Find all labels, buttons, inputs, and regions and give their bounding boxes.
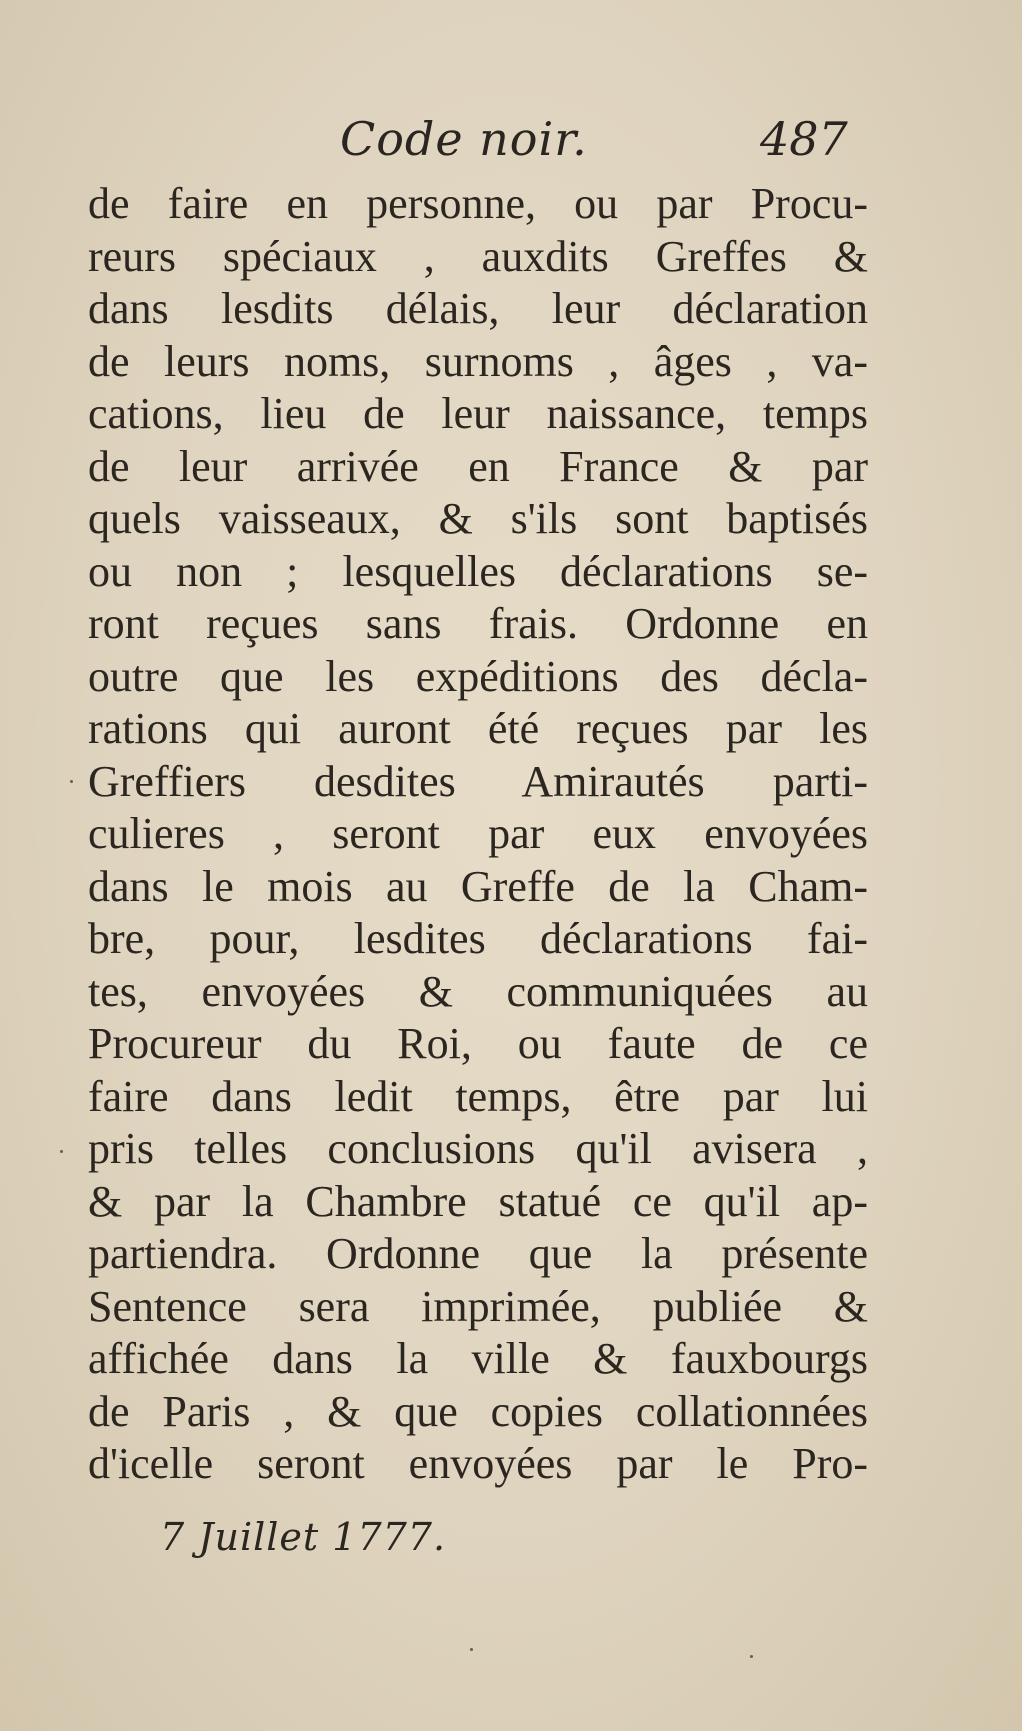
text-line: & par la Chambre statué ce qu'il ap- bbox=[88, 1176, 868, 1226]
text-line: bre, pour, lesdites déclarations fai- bbox=[88, 914, 868, 963]
paper-speck bbox=[60, 1150, 63, 1153]
text-line: de Paris , & que copies collationnées bbox=[88, 1386, 868, 1436]
text-line: affichée dans la ville & fauxbourgs bbox=[88, 1334, 868, 1383]
page-header bbox=[0, 112, 1022, 182]
text-line: ront reçues sans frais. Ordonne en bbox=[88, 599, 868, 648]
text-line: reurs spéciaux , auxdits Greffes & bbox=[88, 231, 868, 281]
page-number: 487 bbox=[760, 112, 848, 166]
text-line: culieres , seront par eux envoyées bbox=[88, 809, 868, 858]
text-line: Sentence sera imprimée, publiée & bbox=[88, 1281, 868, 1331]
text-line: dans lesdits délais, leur déclaration bbox=[88, 284, 868, 333]
text-line: partiendra. Ordonne que la présente bbox=[88, 1229, 868, 1278]
text-line: outre que les expéditions des décla- bbox=[88, 651, 868, 701]
body-text bbox=[88, 178, 868, 1491]
text-line: faire dans ledit temps, être par lui bbox=[88, 1071, 868, 1121]
text-line: pris telles conclusions qu'il avisera , bbox=[88, 1124, 868, 1173]
paper-speck bbox=[470, 1648, 473, 1651]
text-line: cations, lieu de leur naissance, temps bbox=[88, 389, 868, 438]
paper-speck bbox=[70, 780, 73, 783]
text-line: Greffiers desdites Amirautés parti- bbox=[88, 756, 868, 806]
text-line: tes, envoyées & communiquées au bbox=[88, 966, 868, 1016]
running-title: Code noir. bbox=[340, 112, 588, 166]
text-line: rations qui auront été reçues par les bbox=[88, 704, 868, 753]
text-line: de leur arrivée en France & par bbox=[88, 441, 868, 491]
paper-speck bbox=[750, 1655, 753, 1658]
text-line: d'icelle seront envoyées par le Pro- bbox=[88, 1439, 868, 1488]
text-line: ou non ; lesquelles déclarations se- bbox=[88, 546, 868, 596]
text-line: de leurs noms, surnoms , âges , va- bbox=[88, 336, 868, 386]
text-line: Procureur du Roi, ou faute de ce bbox=[88, 1019, 868, 1068]
text-line: dans le mois au Greffe de la Cham- bbox=[88, 861, 868, 911]
signature-line: 7 Juillet 1777. bbox=[160, 1515, 447, 1559]
text-line: de faire en personne, ou par Procu- bbox=[88, 179, 868, 228]
text-line: quels vaisseaux, & s'ils sont baptisés bbox=[88, 494, 868, 543]
